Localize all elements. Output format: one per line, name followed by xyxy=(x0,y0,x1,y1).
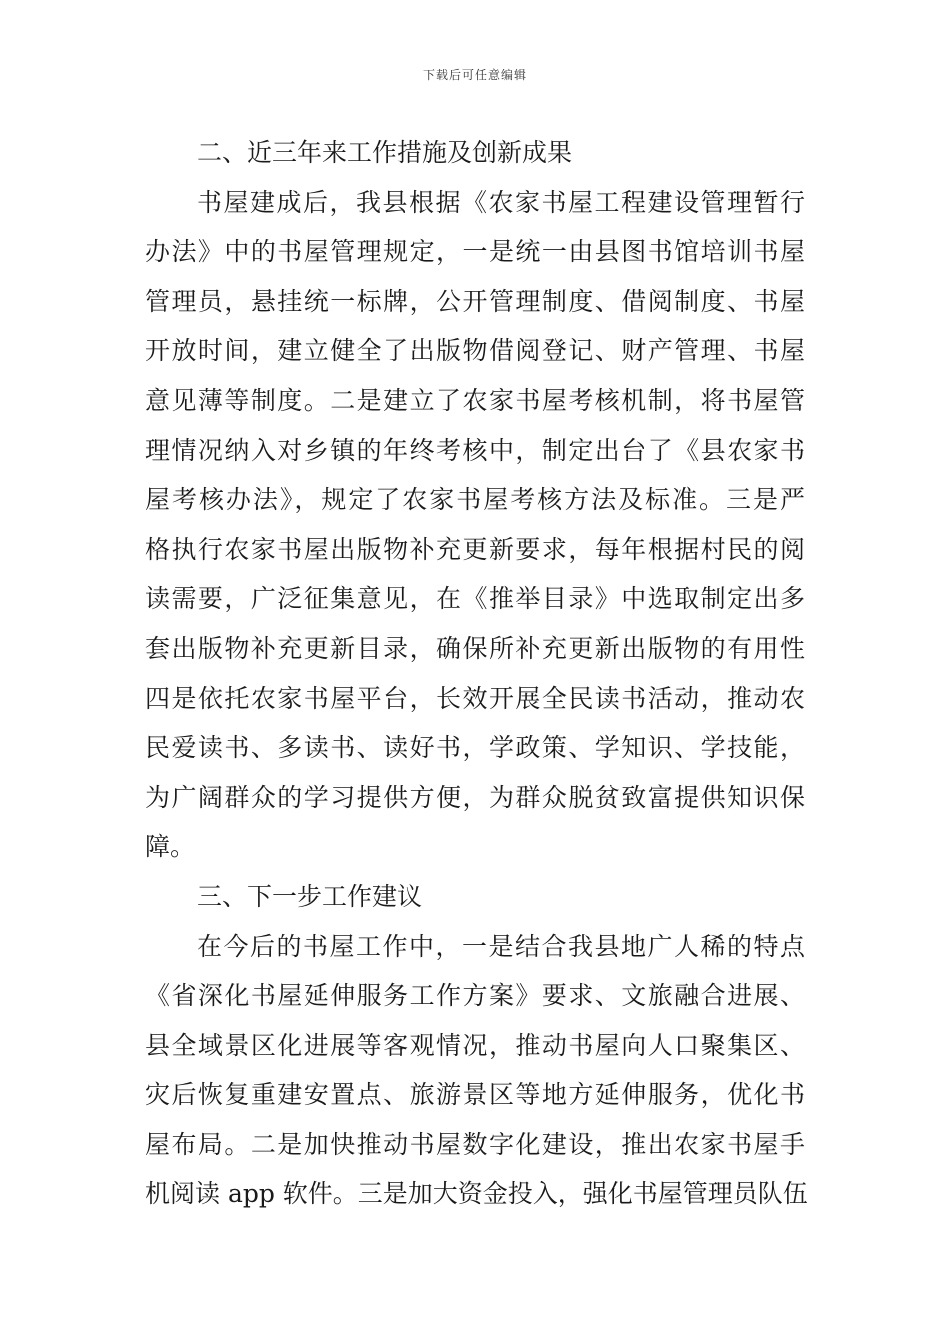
paragraph-line: 为广阔群众的学习提供方便，为群众脱贫致富提供知识保 xyxy=(145,782,805,812)
paragraph-line: 障。 xyxy=(145,832,196,862)
paragraph-line: 县全域景区化进展等客观情况，推动书屋向人口聚集区、 xyxy=(145,1030,805,1060)
paragraph-line: 办法》中的书屋管理规定，一是统一由县图书馆培训书屋 xyxy=(145,237,805,267)
paragraph-line: 《省深化书屋延伸服务工作方案》要求、文旅融合进展、 xyxy=(145,981,805,1011)
paragraph-line: 屋布局。二是加快推动书屋数字化建设，推出农家书屋手 xyxy=(145,1129,805,1159)
paragraph-line: 理情况纳入对乡镇的年终考核中，制定出台了《县农家书 xyxy=(145,435,805,465)
document-body xyxy=(145,128,808,1219)
paragraph-line: 在今后的书屋工作中，一是结合我县地广人稀的特点 xyxy=(197,931,805,961)
paragraph-line: 读需要，广泛征集意见，在《推举目录》中选取制定出多 xyxy=(145,584,805,614)
section-heading: 二、近三年来工作措施及创新成果 xyxy=(197,138,573,167)
paragraph-line: 意见薄等制度。二是建立了农家书屋考核机制，将书屋管 xyxy=(145,385,805,415)
paragraph-line: 灾后恢复重建安置点、旅游景区等地方延伸服务，优化书 xyxy=(145,1080,805,1110)
paragraph-line: 民爱读书、多读书、读好书，学政策、学知识、学技能， xyxy=(145,733,805,763)
paragraph-line: 书屋建成后，我县根据《农家书屋工程建设管理暂行 xyxy=(197,187,805,217)
paragraph-line: 开放时间，建立健全了出版物借阅登记、财产管理、书屋 xyxy=(145,336,805,366)
paragraph-line: 格执行农家书屋出版物补充更新要求，每年根据村民的阅 xyxy=(145,534,805,564)
paragraph-line: 套出版物补充更新目录，确保所补充更新出版物的有用性 xyxy=(145,633,805,663)
paragraph-line: 屋考核办法》，规定了农家书屋考核方法及标准。三是严 xyxy=(145,485,805,515)
paragraph-line: 管理员，悬挂统一标牌，公开管理制度、借阅制度、书屋 xyxy=(145,286,805,316)
paragraph-line: 机阅读 app 软件。三是加大资金投入，强化书屋管理员队伍 xyxy=(145,1179,808,1209)
page-header-note: 下载后可任意编辑 xyxy=(422,68,527,82)
section-heading: 三、下一步工作建议 xyxy=(197,881,423,911)
paragraph-line: 四是依托农家书屋平台，长效开展全民读书活动，推动农 xyxy=(145,683,805,713)
